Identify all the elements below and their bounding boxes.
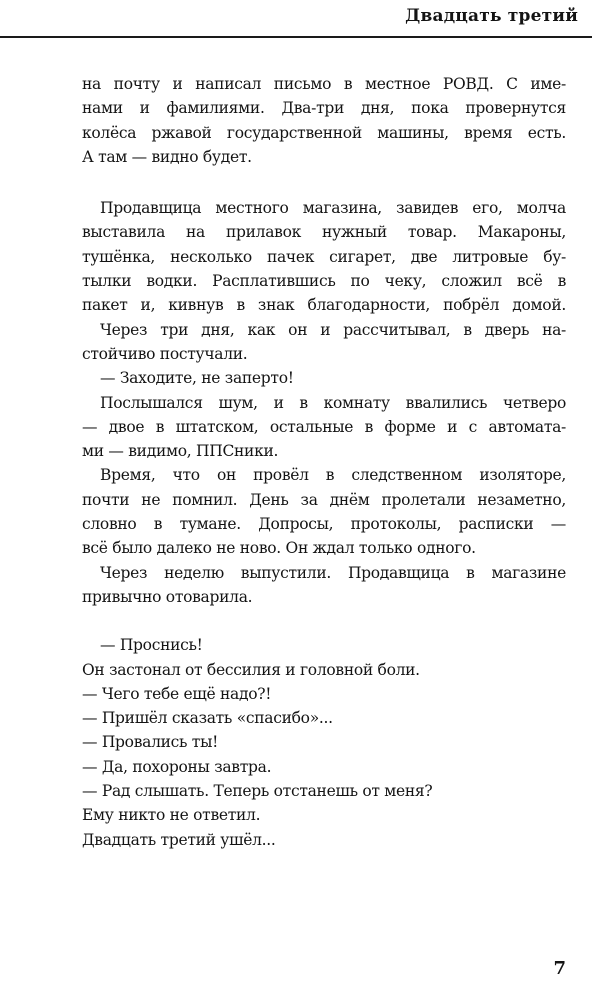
text-line: Ему никто не ответил.: [82, 806, 261, 825]
text-line: Время, что он провёл в следственном изоляторе,: [100, 466, 566, 485]
text-line: ми — видимо, ППСники.: [82, 442, 279, 461]
text-line: нами и фамилиями. Два-три дня, пока провернутся: [82, 99, 566, 118]
text-line: — Да, похороны завтра.: [82, 757, 272, 776]
text-line: А там — видно будет.: [82, 147, 252, 166]
text-line: — Провались ты!: [82, 733, 219, 752]
header-rule: [0, 36, 592, 38]
text-line: колёса ржавой государственной машины, время есть.: [82, 123, 566, 142]
text-line: тылки водки. Расплатившись по чеку, сложил всё в: [82, 272, 566, 291]
text-line: — Чего тебе ещё надо?!: [82, 684, 272, 703]
text-line: Двадцать третий ушёл...: [82, 830, 276, 849]
body-text: [82, 72, 566, 852]
section-break: [82, 169, 566, 196]
text-line: стойчиво постучали.: [82, 344, 248, 363]
text-line: Через три дня, как он и рассчитывал, в дверь на-: [100, 320, 566, 339]
text-line: почти не помнил. День за днём пролетали незаметно,: [82, 490, 566, 509]
text-line: — Рад слышать. Теперь отстанешь от меня?: [82, 782, 433, 801]
text-line: всё было далеко не ново. Он ждал только одного.: [82, 539, 476, 558]
text-line: тушёнка, несколько пачек сигарет, две литровые бу-: [82, 247, 566, 266]
page-number: 7: [553, 958, 566, 979]
section-break: [82, 609, 566, 633]
text-line: привычно отоварила.: [82, 587, 253, 606]
text-line: Продавщица местного магазина, завидев его, молча: [100, 199, 566, 218]
text-line: пакет и, кивнув в знак благодарности, побрёл домой.: [82, 296, 566, 315]
text-line: Он застонал от бессилия и головной боли.: [82, 660, 420, 679]
text-line: — Заходите, не заперто!: [100, 369, 294, 388]
text-line: — Проснись!: [100, 636, 203, 655]
running-head: Двадцать третий: [405, 6, 578, 26]
text-line: на почту и написал письмо в местное РОВД. С име-: [82, 75, 566, 93]
text-line: словно в тумане. Допросы, протоколы, расписки —: [82, 515, 566, 534]
text-line: Через неделю выпустили. Продавщица в магазине: [100, 563, 566, 582]
text-line: Послышался шум, и в комнату ввалились четверо: [100, 393, 566, 412]
text-line: — Пришёл сказать «спасибо»...: [82, 709, 333, 728]
text-line: выставила на прилавок нужный товар. Макароны,: [82, 223, 566, 242]
text-line: — двое в штатском, остальные в форме и с автомата-: [82, 417, 566, 436]
